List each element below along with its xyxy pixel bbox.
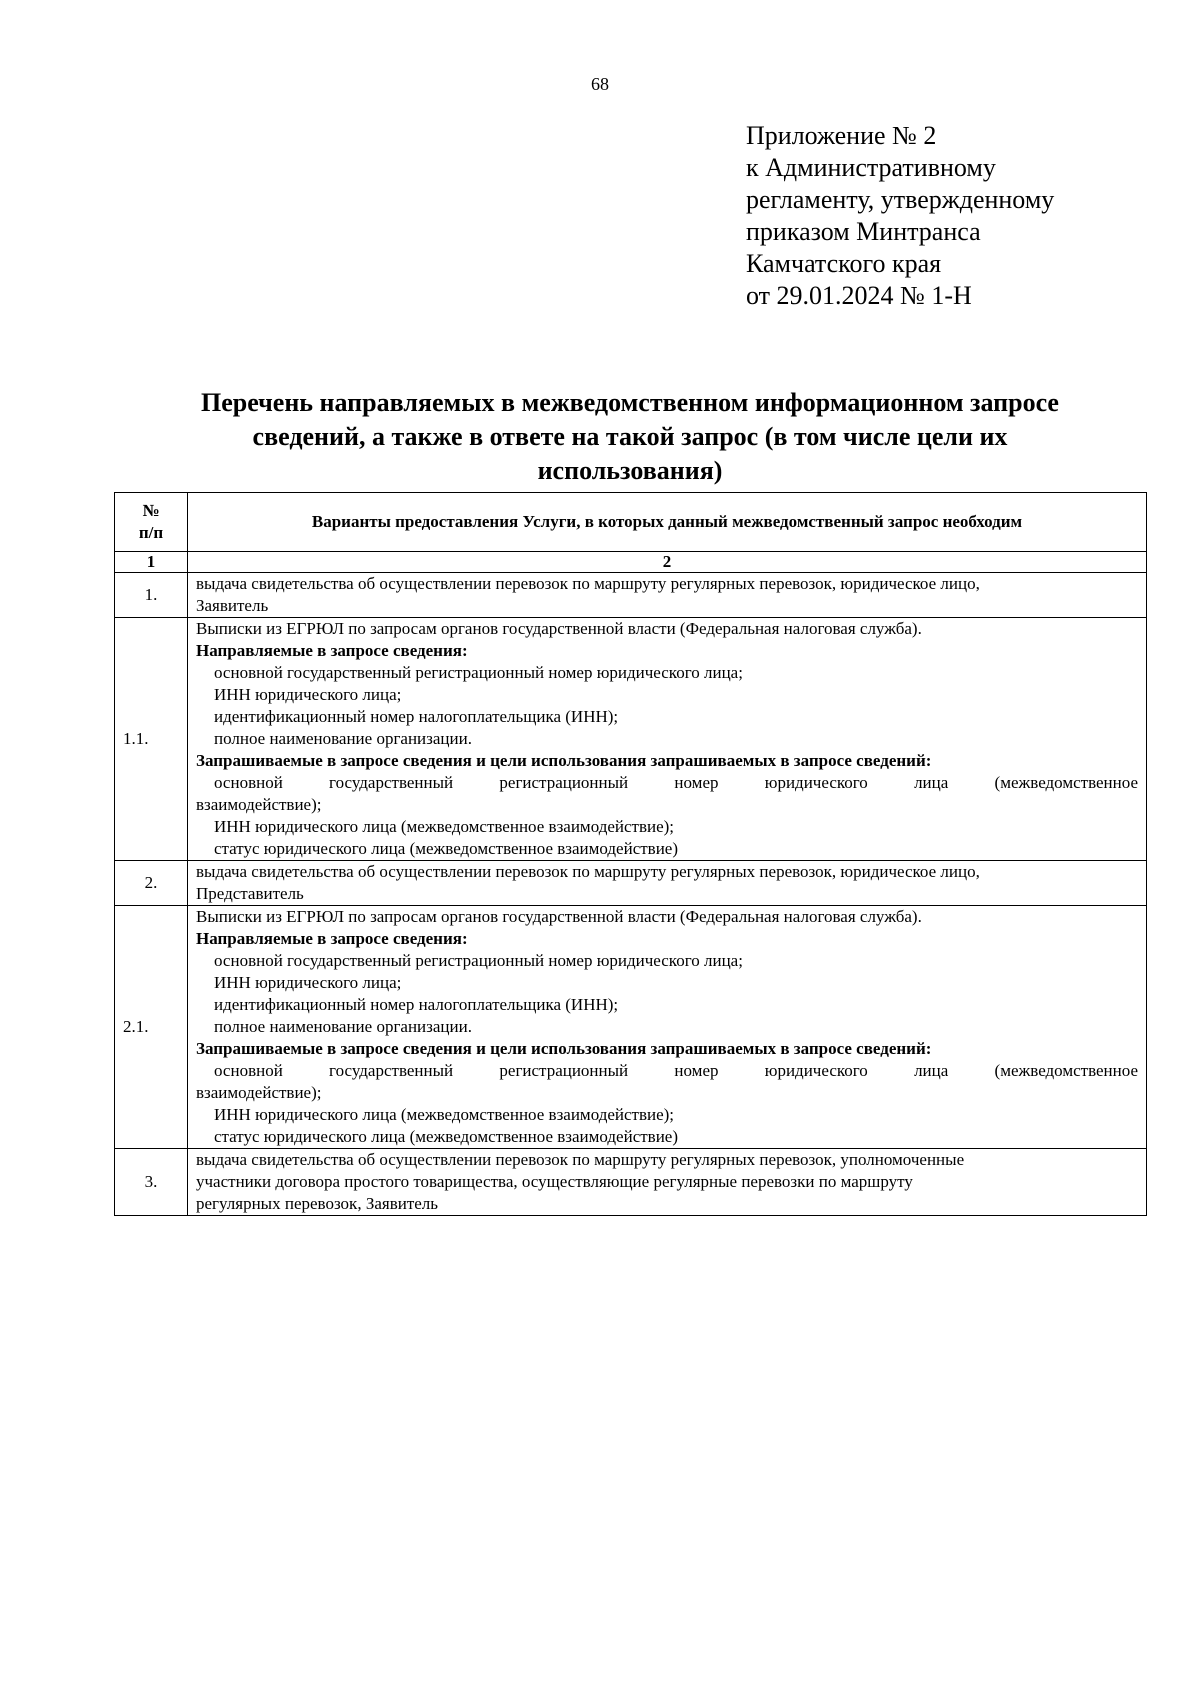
row-text-line: Заявитель bbox=[196, 596, 269, 615]
column-index: 1 bbox=[115, 552, 188, 573]
table-row bbox=[115, 618, 1147, 861]
header-number-line: п/п bbox=[138, 523, 164, 542]
appendix-line: регламенту, утвержденному bbox=[746, 185, 1055, 214]
sent-item: идентификационный номер налогоплательщика (ИНН); bbox=[214, 995, 619, 1014]
header-variants: Варианты предоставления Услуги, в которых данный межведомственный запрос необходим bbox=[188, 493, 1147, 552]
row-text-line: регулярных перевозок, Заявитель bbox=[196, 1194, 439, 1213]
header-number-line: № bbox=[142, 501, 160, 520]
table-row bbox=[115, 906, 1147, 1149]
row-description bbox=[188, 618, 1147, 861]
table-header-row bbox=[115, 493, 1147, 552]
source-line: Выписки из ЕГРЮЛ по запросам органов государственной власти (Федеральная налоговая служба). bbox=[196, 619, 922, 638]
sent-item: ИНН юридического лица; bbox=[214, 685, 402, 704]
requested-item: статус юридического лица (межведомственное взаимодействие) bbox=[214, 839, 679, 858]
column-index-row bbox=[115, 552, 1147, 573]
row-number: 2. bbox=[115, 861, 188, 906]
requested-item-continuation: взаимодействие); bbox=[196, 795, 322, 814]
row-text-line: выдача свидетельства об осуществлении перевозок по маршруту регулярных перевозок, юридическое лицо, bbox=[196, 574, 980, 593]
table-row bbox=[115, 1149, 1147, 1216]
sent-item: основной государственный регистрационный номер юридического лица; bbox=[214, 663, 743, 682]
sent-item: идентификационный номер налогоплательщика (ИНН); bbox=[214, 707, 619, 726]
row-description bbox=[188, 1149, 1147, 1216]
row-text-line: Представитель bbox=[196, 884, 304, 903]
requests-table bbox=[114, 492, 1147, 1216]
requested-item: ИНН юридического лица (межведомственное взаимодействие); bbox=[214, 1105, 675, 1124]
sent-item: полное наименование организации. bbox=[214, 729, 472, 748]
requested-item: основной государственный регистрационный номер юридического лица (межведомственное bbox=[214, 773, 1138, 792]
sent-heading: Направляемые в запросе сведения: bbox=[196, 929, 468, 948]
document-title bbox=[110, 386, 1150, 488]
row-text-line: выдача свидетельства об осуществлении перевозок по маршруту регулярных перевозок, уполномоченные bbox=[196, 1150, 965, 1169]
sent-item: полное наименование организации. bbox=[214, 1017, 472, 1036]
row-text-line: участники договора простого товарищества, осуществляющие регулярные перевозки по маршруту bbox=[196, 1172, 913, 1191]
row-number: 1. bbox=[115, 573, 188, 618]
table-row bbox=[115, 861, 1147, 906]
requested-heading: Запрашиваемые в запросе сведения и цели использования запрашиваемых в запросе сведений: bbox=[196, 1039, 932, 1058]
title-line: Перечень направляемых в межведомственном информационном запросе bbox=[201, 388, 1059, 417]
appendix-line: Приложение № 2 bbox=[746, 121, 937, 150]
row-text-line: выдача свидетельства об осуществлении перевозок по маршруту регулярных перевозок, юридическое лицо, bbox=[196, 862, 980, 881]
source-line: Выписки из ЕГРЮЛ по запросам органов государственной власти (Федеральная налоговая служба). bbox=[196, 907, 922, 926]
title-line: использования) bbox=[537, 456, 723, 485]
sent-item: ИНН юридического лица; bbox=[214, 973, 402, 992]
requested-item: статус юридического лица (межведомственное взаимодействие) bbox=[214, 1127, 679, 1146]
row-description bbox=[188, 906, 1147, 1149]
row-number: 3. bbox=[115, 1149, 188, 1216]
column-index: 2 bbox=[188, 552, 1147, 573]
row-description bbox=[188, 861, 1147, 906]
sent-item: основной государственный регистрационный номер юридического лица; bbox=[214, 951, 743, 970]
sent-heading: Направляемые в запросе сведения: bbox=[196, 641, 468, 660]
appendix-reference bbox=[746, 120, 1054, 312]
appendix-line: от 29.01.2024 № 1-Н bbox=[746, 281, 972, 310]
title-line: сведений, а также в ответе на такой запрос (в том числе цели их bbox=[252, 422, 1008, 451]
appendix-line: приказом Минтранса bbox=[746, 217, 981, 246]
requested-item-continuation: взаимодействие); bbox=[196, 1083, 322, 1102]
table-row bbox=[115, 573, 1147, 618]
appendix-line: к Административному bbox=[746, 153, 996, 182]
appendix-line: Камчатского края bbox=[746, 249, 942, 278]
page-number: 68 bbox=[591, 74, 609, 94]
header-number bbox=[115, 493, 188, 552]
row-number: 2.1. bbox=[115, 906, 188, 1149]
row-number: 1.1. bbox=[115, 618, 188, 861]
requested-heading: Запрашиваемые в запросе сведения и цели использования запрашиваемых в запросе сведений: bbox=[196, 751, 932, 770]
requested-item: ИНН юридического лица (межведомственное взаимодействие); bbox=[214, 817, 675, 836]
row-description bbox=[188, 573, 1147, 618]
requested-item: основной государственный регистрационный номер юридического лица (межведомственное bbox=[214, 1061, 1138, 1080]
